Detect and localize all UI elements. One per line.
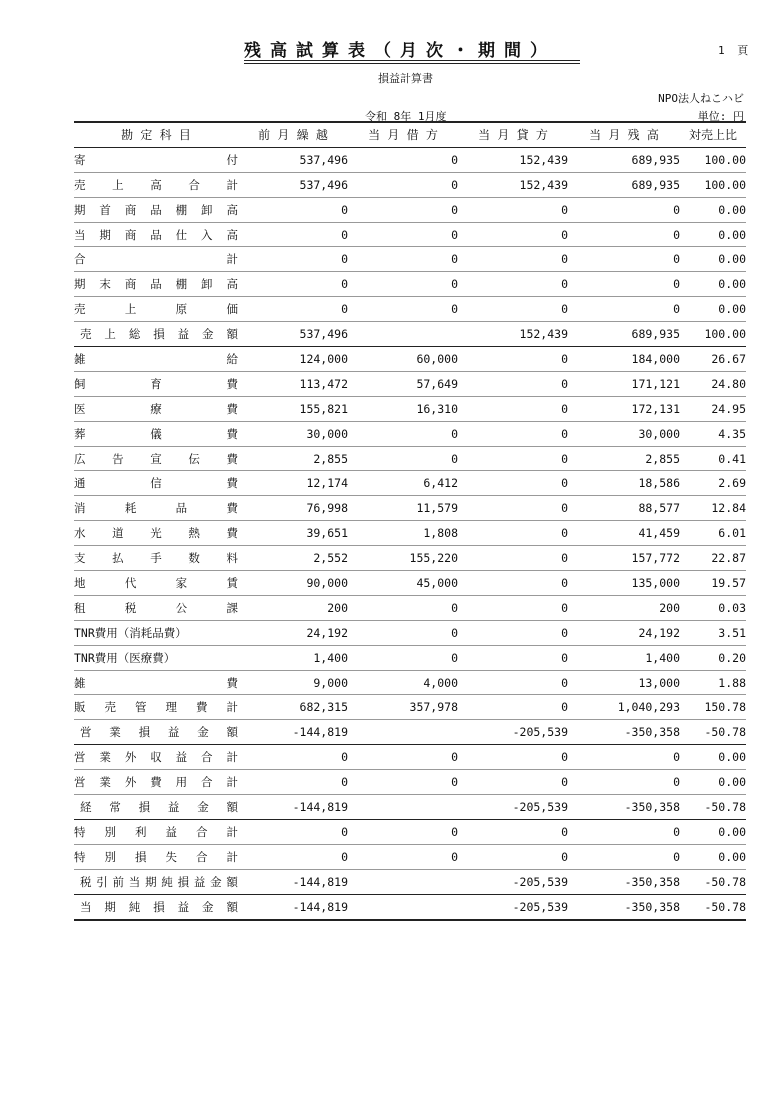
current-credit-cell: 0 xyxy=(561,575,568,590)
current-debit-cell: 60,000 xyxy=(416,351,458,366)
sales-ratio-cell: -50.78 xyxy=(704,899,746,914)
sales-ratio-cell: 1.88 xyxy=(718,675,746,690)
current-balance-cell: 41,459 xyxy=(638,526,680,541)
table-row xyxy=(74,172,746,197)
current-credit-cell: 0 xyxy=(561,302,568,317)
prev-month-balance-cell: -144,819 xyxy=(292,874,348,889)
current-balance-cell: 0 xyxy=(673,277,680,292)
title-underline xyxy=(244,60,580,61)
current-debit-cell xyxy=(348,720,458,745)
current-debit-cell xyxy=(348,795,458,820)
sales-ratio-cell: 0.00 xyxy=(718,202,746,217)
table-row xyxy=(74,869,746,894)
current-balance-cell: 171,121 xyxy=(631,376,680,391)
current-balance-cell: 30,000 xyxy=(638,426,680,441)
current-credit-cell: 0 xyxy=(561,551,568,566)
account-name xyxy=(74,322,238,347)
current-credit-cell: 0 xyxy=(561,476,568,491)
current-debit-cell: 1,808 xyxy=(423,526,458,541)
account-name xyxy=(74,546,238,571)
current-balance-cell: 157,772 xyxy=(631,551,680,566)
sales-ratio-cell: 0.00 xyxy=(718,750,746,765)
table-row xyxy=(74,496,746,521)
current-credit-cell: 0 xyxy=(561,227,568,242)
prev-month-balance-cell: 30,000 xyxy=(306,426,348,441)
table-row xyxy=(74,645,746,670)
account-label: 特 別 損 失 合 計 xyxy=(74,849,238,864)
current-credit-cell: 0 xyxy=(561,401,568,416)
column-header-prev-balance: 前 月 繰 越 xyxy=(258,128,328,143)
account-label: 営 業 外 収 益 合 計 xyxy=(74,750,238,765)
current-balance-cell: 1,040,293 xyxy=(617,700,680,715)
current-balance-cell: 88,577 xyxy=(638,501,680,516)
current-credit-cell: 0 xyxy=(561,351,568,366)
current-credit-cell: 0 xyxy=(561,675,568,690)
sales-ratio-cell: 100.00 xyxy=(704,327,746,342)
current-credit-cell: 0 xyxy=(561,700,568,715)
currency-unit: 単位: 円 xyxy=(697,110,744,123)
table-row xyxy=(74,546,746,571)
current-debit-cell: 0 xyxy=(451,451,458,466)
current-debit-cell: 0 xyxy=(451,202,458,217)
table-row xyxy=(74,894,746,919)
current-credit-cell: -205,539 xyxy=(512,799,568,814)
sales-ratio-cell: 4.35 xyxy=(718,426,746,441)
current-credit-cell: 0 xyxy=(561,625,568,640)
prev-month-balance-cell: 12,174 xyxy=(306,476,348,491)
current-balance-cell: 184,000 xyxy=(631,351,680,366)
current-credit-cell: 0 xyxy=(561,824,568,839)
table-row xyxy=(74,695,746,720)
table-row xyxy=(74,844,746,869)
current-balance-cell: 2,855 xyxy=(645,451,680,466)
current-credit-cell: 0 xyxy=(561,252,568,267)
prev-month-balance-cell: 0 xyxy=(341,302,348,317)
account-label: 雑 給 xyxy=(74,351,238,366)
current-debit-cell: 4,000 xyxy=(423,675,458,690)
prev-month-balance-cell: -144,819 xyxy=(292,799,348,814)
current-balance-cell: 172,131 xyxy=(631,401,680,416)
column-header-debit: 当 月 借 方 xyxy=(368,128,438,143)
prev-month-balance-cell: 9,000 xyxy=(313,675,348,690)
current-debit-cell: 16,310 xyxy=(416,401,458,416)
current-balance-cell: 0 xyxy=(673,227,680,242)
account-label: 葬 儀 費 xyxy=(74,426,238,441)
current-credit-cell: 0 xyxy=(561,775,568,790)
account-name xyxy=(74,595,238,620)
account-name xyxy=(74,297,238,322)
current-balance-cell: 0 xyxy=(673,775,680,790)
current-balance-cell: -350,358 xyxy=(624,874,680,889)
prev-month-balance-cell: 0 xyxy=(341,849,348,864)
table-row xyxy=(74,347,746,372)
sales-ratio-cell: 0.00 xyxy=(718,302,746,317)
prev-month-balance-cell: 200 xyxy=(327,600,348,615)
table-row xyxy=(74,745,746,770)
prev-month-balance-cell: 682,315 xyxy=(299,700,348,715)
prev-month-balance-cell: 1,400 xyxy=(313,650,348,665)
sales-ratio-cell: 100.00 xyxy=(704,177,746,192)
current-credit-cell: 0 xyxy=(561,750,568,765)
sales-ratio-cell: 24.80 xyxy=(711,376,746,391)
current-balance-cell: 689,935 xyxy=(631,327,680,342)
current-credit-cell: -205,539 xyxy=(512,874,568,889)
account-label: 飼 育 費 xyxy=(74,376,238,391)
current-debit-cell: 0 xyxy=(451,650,458,665)
current-debit-cell: 0 xyxy=(451,426,458,441)
sales-ratio-cell: 0.00 xyxy=(718,277,746,292)
table-header-row xyxy=(74,122,746,147)
organization-name: NPO法人ねこハビ xyxy=(658,92,744,105)
account-label: 地 代 家 賃 xyxy=(74,575,238,590)
account-label: 売 上 高 合 計 xyxy=(74,177,238,192)
account-name xyxy=(74,571,238,596)
sales-ratio-cell: -50.78 xyxy=(704,725,746,740)
table-row xyxy=(74,620,746,645)
current-credit-cell: 152,439 xyxy=(519,152,568,167)
account-name xyxy=(74,670,238,695)
current-debit-cell: 0 xyxy=(451,775,458,790)
prev-month-balance-cell: -144,819 xyxy=(292,899,348,914)
current-debit-cell: 155,220 xyxy=(409,551,458,566)
current-credit-cell: 0 xyxy=(561,426,568,441)
column-header-sales-ratio: 対売上比 xyxy=(688,128,737,143)
current-balance-cell: 0 xyxy=(673,750,680,765)
sales-ratio-cell: 150.78 xyxy=(704,700,746,715)
account-name xyxy=(74,795,238,820)
table-row xyxy=(74,770,746,795)
account-name xyxy=(74,197,238,222)
account-name xyxy=(74,147,238,172)
current-debit-cell xyxy=(348,322,458,347)
account-label: TNR費用（消耗品費） xyxy=(74,625,187,640)
account-label: 期 首 商 品 棚 卸 高 xyxy=(74,202,238,217)
account-name xyxy=(74,172,238,197)
account-name xyxy=(74,770,238,795)
current-credit-cell: 0 xyxy=(561,277,568,292)
account-name xyxy=(74,720,238,745)
account-label: 合 計 xyxy=(74,252,238,267)
table-row xyxy=(74,421,746,446)
current-debit-cell: 0 xyxy=(451,849,458,864)
current-balance-cell: 0 xyxy=(673,202,680,217)
current-debit-cell: 0 xyxy=(451,277,458,292)
prev-month-balance-cell: 0 xyxy=(341,750,348,765)
current-credit-cell: 0 xyxy=(561,451,568,466)
account-name xyxy=(74,222,238,247)
account-label: 水 道 光 熱 費 xyxy=(74,526,238,541)
account-label: 消 耗 品 費 xyxy=(74,501,238,516)
current-balance-cell: 0 xyxy=(673,849,680,864)
sales-ratio-cell: -50.78 xyxy=(704,874,746,889)
report-period: 令和 8年 1月度 xyxy=(365,110,447,123)
prev-month-balance-cell: 76,998 xyxy=(306,501,348,516)
sales-ratio-cell: 12.84 xyxy=(711,501,746,516)
sales-ratio-cell: 0.00 xyxy=(718,849,746,864)
sales-ratio-cell: 0.00 xyxy=(718,824,746,839)
table-row xyxy=(74,396,746,421)
table-row xyxy=(74,819,746,844)
account-name xyxy=(74,620,238,645)
current-debit-cell: 6,412 xyxy=(423,476,458,491)
current-balance-cell: 13,000 xyxy=(638,675,680,690)
account-label: 売 上 原 価 xyxy=(74,302,238,317)
current-debit-cell: 0 xyxy=(451,750,458,765)
table-row xyxy=(74,521,746,546)
account-name xyxy=(74,421,238,446)
account-name xyxy=(74,272,238,297)
column-header-account: 勘 定 科 目 xyxy=(121,128,191,143)
prev-month-balance-cell: 2,552 xyxy=(313,551,348,566)
account-name xyxy=(74,844,238,869)
current-credit-cell: 0 xyxy=(561,849,568,864)
account-name xyxy=(74,496,238,521)
account-label: 営 業 損 益 金 額 xyxy=(80,725,238,740)
account-label: 売 上 総 損 益 金 額 xyxy=(80,327,238,342)
sales-ratio-cell: 0.00 xyxy=(718,252,746,267)
table-row xyxy=(74,297,746,322)
account-name xyxy=(74,869,238,894)
account-label: TNR費用（医療費） xyxy=(74,650,176,665)
account-label: 通 信 費 xyxy=(74,476,238,491)
account-name xyxy=(74,695,238,720)
column-header-balance: 当 月 残 高 xyxy=(589,128,659,143)
current-balance-cell: 1,400 xyxy=(645,650,680,665)
current-debit-cell: 357,978 xyxy=(409,700,458,715)
prev-month-balance-cell: 90,000 xyxy=(306,575,348,590)
current-balance-cell: -350,358 xyxy=(624,725,680,740)
current-debit-cell: 0 xyxy=(451,302,458,317)
sales-ratio-cell: 0.41 xyxy=(718,451,746,466)
current-debit-cell: 45,000 xyxy=(416,575,458,590)
report-subtitle: 損益計算書 xyxy=(378,72,433,85)
account-name xyxy=(74,521,238,546)
sales-ratio-cell: 22.87 xyxy=(711,551,746,566)
current-balance-cell: 689,935 xyxy=(631,152,680,167)
table-row xyxy=(74,147,746,172)
current-balance-cell: 135,000 xyxy=(631,575,680,590)
prev-month-balance-cell: 124,000 xyxy=(299,351,348,366)
current-balance-cell: -350,358 xyxy=(624,899,680,914)
table-row xyxy=(74,571,746,596)
prev-month-balance-cell: 113,472 xyxy=(299,376,348,391)
table-row xyxy=(74,471,746,496)
prev-month-balance-cell: 537,496 xyxy=(299,177,348,192)
prev-month-balance-cell: 39,651 xyxy=(306,526,348,541)
account-name xyxy=(74,471,238,496)
prev-month-balance-cell: 537,496 xyxy=(299,152,348,167)
prev-month-balance-cell: 0 xyxy=(341,277,348,292)
account-label: 経 常 損 益 金 額 xyxy=(80,799,238,814)
current-credit-cell: 152,439 xyxy=(519,327,568,342)
prev-month-balance-cell: -144,819 xyxy=(292,725,348,740)
account-name xyxy=(74,645,238,670)
prev-month-balance-cell: 24,192 xyxy=(306,625,348,640)
account-label: 当 期 商 品 仕 入 高 xyxy=(74,227,238,242)
current-balance-cell: 0 xyxy=(673,302,680,317)
account-label: 広 告 宣 伝 費 xyxy=(74,451,238,466)
account-name xyxy=(74,446,238,471)
table-row xyxy=(74,197,746,222)
current-balance-cell: -350,358 xyxy=(624,799,680,814)
table-row xyxy=(74,222,746,247)
account-label: 雑 費 xyxy=(74,675,238,690)
account-name xyxy=(74,371,238,396)
current-debit-cell: 0 xyxy=(451,152,458,167)
account-name xyxy=(74,819,238,844)
account-name xyxy=(74,396,238,421)
account-label: 租 税 公 課 xyxy=(74,600,238,615)
sales-ratio-cell: 19.57 xyxy=(711,575,746,590)
prev-month-balance-cell: 537,496 xyxy=(299,327,348,342)
report-title: 残高試算表（月次・期間） xyxy=(244,41,556,61)
current-balance-cell: 0 xyxy=(673,824,680,839)
current-credit-cell: 0 xyxy=(561,376,568,391)
account-label: 当 期 純 損 益 金 額 xyxy=(80,899,238,914)
column-header-credit: 当 月 貸 方 xyxy=(478,128,548,143)
sales-ratio-cell: 6.01 xyxy=(718,526,746,541)
account-label: 税 引 前 当 期 純 損 益 金 額 xyxy=(80,874,238,889)
sales-ratio-cell: 2.69 xyxy=(718,476,746,491)
account-label: 販 売 管 理 費 計 xyxy=(74,700,238,715)
account-label: 期 末 商 品 棚 卸 高 xyxy=(74,277,238,292)
prev-month-balance-cell: 155,821 xyxy=(299,401,348,416)
account-label: 特 別 利 益 合 計 xyxy=(74,824,238,839)
prev-month-balance-cell: 2,855 xyxy=(313,451,348,466)
prev-month-balance-cell: 0 xyxy=(341,775,348,790)
sales-ratio-cell: 0.00 xyxy=(718,227,746,242)
current-credit-cell: 0 xyxy=(561,202,568,217)
table-row xyxy=(74,272,746,297)
sales-ratio-cell: 26.67 xyxy=(711,351,746,366)
table-row xyxy=(74,720,746,745)
account-label: 営 業 外 費 用 合 計 xyxy=(74,775,238,790)
sales-ratio-cell: 3.51 xyxy=(718,625,746,640)
sales-ratio-cell: 0.03 xyxy=(718,600,746,615)
current-debit-cell: 0 xyxy=(451,824,458,839)
current-balance-cell: 0 xyxy=(673,252,680,267)
current-credit-cell: 152,439 xyxy=(519,177,568,192)
table-row xyxy=(74,247,746,272)
table-row xyxy=(74,322,746,347)
current-debit-cell: 0 xyxy=(451,227,458,242)
current-balance-cell: 689,935 xyxy=(631,177,680,192)
sales-ratio-cell: 24.95 xyxy=(711,401,746,416)
sales-ratio-cell: 100.00 xyxy=(704,152,746,167)
current-credit-cell: 0 xyxy=(561,501,568,516)
table-row xyxy=(74,446,746,471)
sales-ratio-cell: 0.00 xyxy=(718,775,746,790)
table-row xyxy=(74,795,746,820)
trial-balance-table xyxy=(74,121,746,921)
page-number: 1 頁 xyxy=(718,44,752,57)
account-name xyxy=(74,745,238,770)
current-debit-cell xyxy=(348,869,458,894)
table-row xyxy=(74,670,746,695)
current-debit-cell xyxy=(348,894,458,919)
current-debit-cell: 0 xyxy=(451,252,458,267)
prev-month-balance-cell: 0 xyxy=(341,202,348,217)
current-credit-cell: -205,539 xyxy=(512,899,568,914)
current-credit-cell: 0 xyxy=(561,526,568,541)
current-balance-cell: 24,192 xyxy=(638,625,680,640)
current-debit-cell: 57,649 xyxy=(416,376,458,391)
account-name xyxy=(74,894,238,919)
prev-month-balance-cell: 0 xyxy=(341,227,348,242)
current-balance-cell: 200 xyxy=(659,600,680,615)
table-row xyxy=(74,371,746,396)
table-body xyxy=(74,147,746,919)
current-debit-cell: 0 xyxy=(451,625,458,640)
account-name xyxy=(74,347,238,372)
account-label: 寄 付 xyxy=(74,152,238,167)
current-debit-cell: 0 xyxy=(451,600,458,615)
account-name xyxy=(74,247,238,272)
current-credit-cell: -205,539 xyxy=(512,725,568,740)
current-balance-cell: 18,586 xyxy=(638,476,680,491)
account-label: 医 療 費 xyxy=(74,401,238,416)
prev-month-balance-cell: 0 xyxy=(341,824,348,839)
table-row xyxy=(74,595,746,620)
sales-ratio-cell: 0.20 xyxy=(718,650,746,665)
sales-ratio-cell: -50.78 xyxy=(704,799,746,814)
account-label: 支 払 手 数 料 xyxy=(74,551,238,566)
current-credit-cell: 0 xyxy=(561,600,568,615)
title-underline-double xyxy=(244,63,580,64)
current-debit-cell: 11,579 xyxy=(416,501,458,516)
current-debit-cell: 0 xyxy=(451,177,458,192)
prev-month-balance-cell: 0 xyxy=(341,252,348,267)
current-credit-cell: 0 xyxy=(561,650,568,665)
